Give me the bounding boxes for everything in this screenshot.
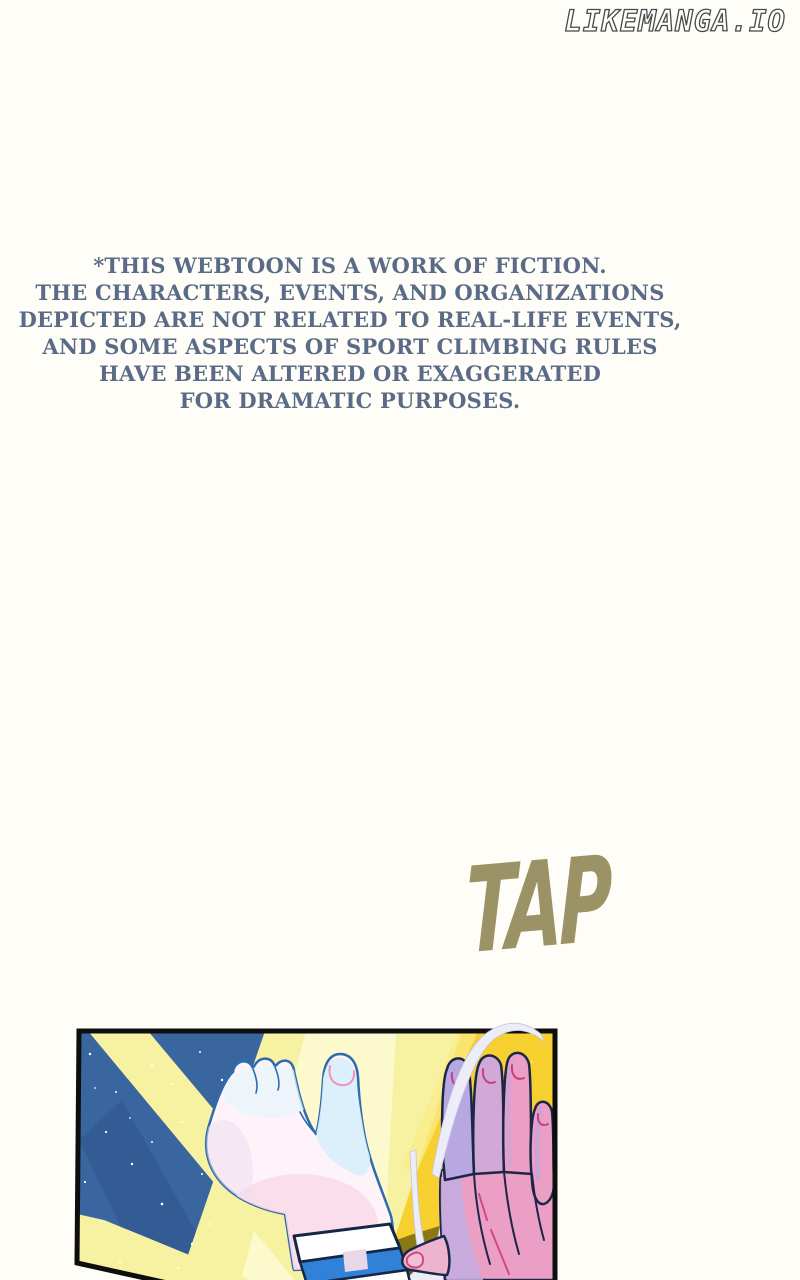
disclaimer-line: AND SOME ASPECTS OF SPORT CLIMBING RULES: [42, 334, 658, 359]
site-watermark: LIKEMANGA.IO: [564, 4, 786, 38]
tap-sound-effect-text: TAP: [465, 829, 609, 981]
comic-panel-illustration: [60, 1022, 560, 1280]
disclaimer-line: *THIS WEBTOON IS A WORK OF FICTION.: [93, 253, 607, 278]
disclaimer-line: HAVE BEEN ALTERED OR EXAGGERATED: [98, 361, 602, 386]
disclaimer-text: [0, 252, 700, 414]
disclaimer-line: DEPICTED ARE NOT RELATED TO REAL-LIFE EVENTS,: [18, 307, 682, 332]
disclaimer-line: FOR DRAMATIC PURPOSES.: [179, 388, 521, 413]
disclaimer-line: THE CHARACTERS, EVENTS, AND ORGANIZATIONS: [35, 280, 665, 305]
